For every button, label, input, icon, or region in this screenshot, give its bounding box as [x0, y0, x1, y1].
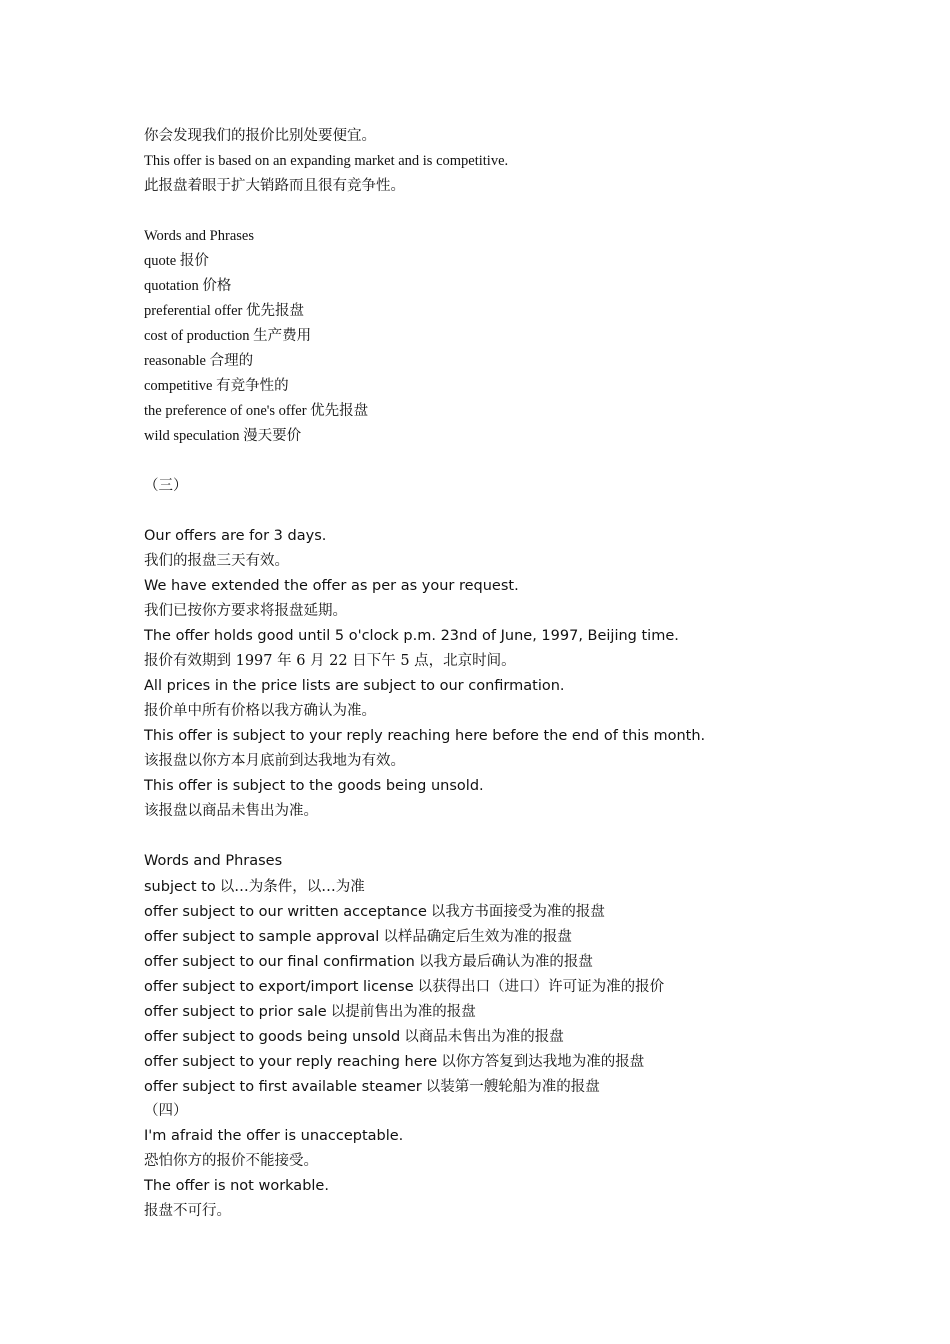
blank-line [144, 449, 844, 474]
phrase-item [144, 1074, 844, 1099]
phrase-item [144, 1049, 844, 1074]
phrase-item: quotation 价格 [144, 278, 232, 294]
phrase-item: the preference of one's offer 优先报盘 [144, 403, 369, 419]
phrase-item: cost of production 生产费用 [144, 328, 312, 344]
phrase-item [144, 999, 844, 1024]
sentence-en: I'm afraid the offer is unacceptable. [144, 1128, 404, 1144]
sentence-en: This offer is subject to the goods being unsold. [144, 778, 484, 794]
sentence-en: All prices in the price lists are subject to our confirmation. [144, 678, 565, 694]
sentence-zh: 我们已按你方要求将报盘延期。 [144, 603, 347, 619]
phrase-item: reasonable 合理的 [144, 353, 254, 369]
phrase-item [144, 1024, 844, 1049]
sentence-en: Our offers are for 3 days. [144, 528, 327, 544]
phrase-item [144, 899, 844, 924]
phrase-en: subject to [144, 879, 216, 895]
phrase-en: offer subject to our final confirmation [144, 954, 415, 970]
phrase-en: offer subject to sample approval [144, 929, 380, 945]
phrase-zh: 以获得出口（进口）许可证为准的报价 [417, 979, 665, 995]
text-line: 此报盘着眼于扩大销路而且很有竞争性。 [144, 178, 405, 194]
phrase-zh: 以我方最后确认为准的报盘 [418, 954, 593, 970]
sentence-zh: 报价单中所有价格以我方确认为准。 [144, 703, 376, 719]
text-line: 你会发现我们的报价比别处要便宜。 [144, 128, 376, 144]
blank-line [144, 824, 844, 849]
phrase-zh: 以装第一艘轮船为准的报盘 [425, 1079, 600, 1095]
phrase-en: offer subject to our written acceptance [144, 904, 427, 920]
phrase-zh: 以…为条件，以…为准 [219, 879, 365, 895]
phrase-item [144, 874, 844, 899]
sentence-en: The offer holds good until 5 o'clock p.m. 23nd of June, 1997, Beijing time. [144, 628, 679, 644]
words-heading: Words and Phrases [144, 853, 283, 869]
phrase-en: offer subject to first available steamer [144, 1079, 422, 1095]
phrase-item [144, 949, 844, 974]
phrase-item: wild speculation 漫天要价 [144, 428, 302, 444]
phrase-en: offer subject to export/import license [144, 979, 414, 995]
phrase-zh: 以我方书面接受为准的报盘 [430, 904, 605, 920]
phrase-zh: 以提前售出为准的报盘 [330, 1004, 476, 1020]
sentence-zh: 报价有效期到 1997 年 6 月 22 日下午 5 点，北京时间。 [144, 653, 516, 669]
sentence-en: We have extended the offer as per as your request. [144, 578, 519, 594]
text-line: This offer is based on an expanding market and is competitive. [144, 153, 509, 169]
phrase-zh: 以商品未售出为准的报盘 [404, 1029, 564, 1045]
sentence-zh: 该报盘以你方本月底前到达我地为有效。 [144, 753, 405, 769]
sentence-zh: 我们的报盘三天有效。 [144, 553, 289, 569]
phrase-item [144, 974, 844, 999]
phrase-en: offer subject to goods being unsold [144, 1029, 401, 1045]
phrase-item: competitive 有竞争性的 [144, 378, 289, 394]
phrase-item [144, 924, 844, 949]
phrase-zh: 以你方答复到达我地为准的报盘 [441, 1054, 645, 1070]
phrase-item: quote 报价 [144, 253, 209, 269]
sentence-zh: 报盘不可行。 [144, 1203, 231, 1219]
phrase-en: offer subject to prior sale [144, 1004, 327, 1020]
document-body [144, 124, 844, 1224]
sentence-en: This offer is subject to your reply reaching here before the end of this month. [144, 728, 706, 744]
sentence-en: The offer is not workable. [144, 1178, 329, 1194]
blank-line [144, 499, 844, 524]
sentence-zh: 恐怕你方的报价不能接受。 [144, 1153, 318, 1169]
phrase-zh: 以样品确定后生效为准的报盘 [383, 929, 572, 945]
phrase-en: offer subject to your reply reaching here [144, 1054, 438, 1070]
blank-line [144, 199, 844, 224]
words-heading: Words and Phrases [144, 228, 254, 244]
phrase-item: preferential offer 优先报盘 [144, 303, 304, 319]
sentence-zh: 该报盘以商品未售出为准。 [144, 803, 318, 819]
section-marker: （三） [144, 478, 188, 494]
section-marker: （四） [144, 1103, 188, 1119]
